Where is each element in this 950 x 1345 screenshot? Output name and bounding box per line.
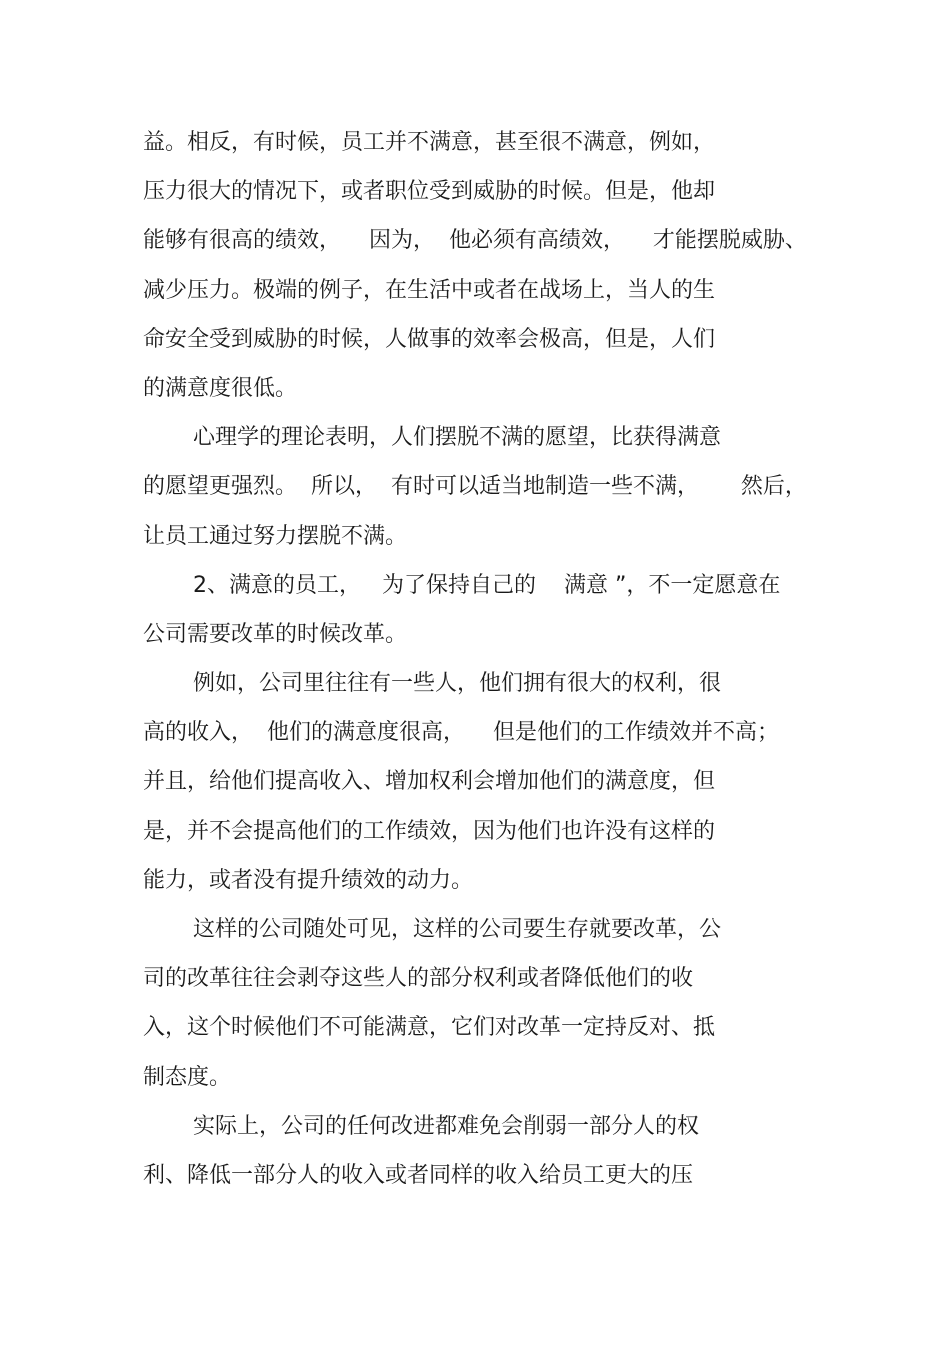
text-line: 压力很大的情况下，或者职位受到威胁的时候。但是，他却 xyxy=(143,179,716,205)
text-line: 并且，给他们提高收入、增加权利会增加他们的满意度，但 xyxy=(143,769,716,795)
text-line: 命安全受到威胁的时候，人做事的效率会极高，但是，人们 xyxy=(143,326,716,352)
text-line: 能够有很高的绩效， 因为， 他必须有高绩效， 才能摆脱威胁、 xyxy=(143,228,807,254)
body-text xyxy=(143,118,843,1200)
text-line: 实际上，公司的任何改进都难免会削弱一部分人的权 xyxy=(193,1113,700,1139)
text-line: 制态度。 xyxy=(143,1064,232,1090)
text-line: 的满意度很低。 xyxy=(143,375,298,401)
text-line: 司的改革往往会剥夺这些人的部分权利或者降低他们的收 xyxy=(143,966,694,992)
text-line: 的愿望更强烈。 所以， 有时可以适当地制造一些不满， 然后， xyxy=(143,474,807,500)
text-line: 减少压力。极端的例子，在生活中或者在战场上，当人的生 xyxy=(143,277,716,303)
text-line: 入，这个时候他们不可能满意，它们对改革一定持反对、抵 xyxy=(143,1015,716,1041)
text-line: 益。相反，有时候，员工并不满意，甚至很不满意，例如， xyxy=(143,130,716,155)
text-line: 公司需要改革的时候改革。 xyxy=(143,621,408,647)
text-line: 这样的公司随处可见，这样的公司要生存就要改革，公 xyxy=(193,917,722,942)
text-line: 高的收入， 他们的满意度很高， 但是他们的工作绩效并不高； xyxy=(143,720,779,746)
text-line: 例如，公司里往往有一些人，他们拥有很大的权利，很 xyxy=(193,671,722,697)
text-line: 是，并不会提高他们的工作绩效，因为他们也许没有这样的 xyxy=(143,818,716,844)
text-line: 2、满意的员工， 为了保持自己的 满意 ”，不一定愿意在 xyxy=(193,572,781,598)
text-line: 让员工通过努力摆脱不满。 xyxy=(143,523,408,549)
text-line: 利、降低一部分人的收入或者同样的收入给员工更大的压 xyxy=(143,1162,694,1188)
text-line: 心理学的理论表明，人们摆脱不满的愿望，比获得满意 xyxy=(193,425,722,451)
text-line: 能力，或者没有提升绩效的动力。 xyxy=(143,867,474,893)
